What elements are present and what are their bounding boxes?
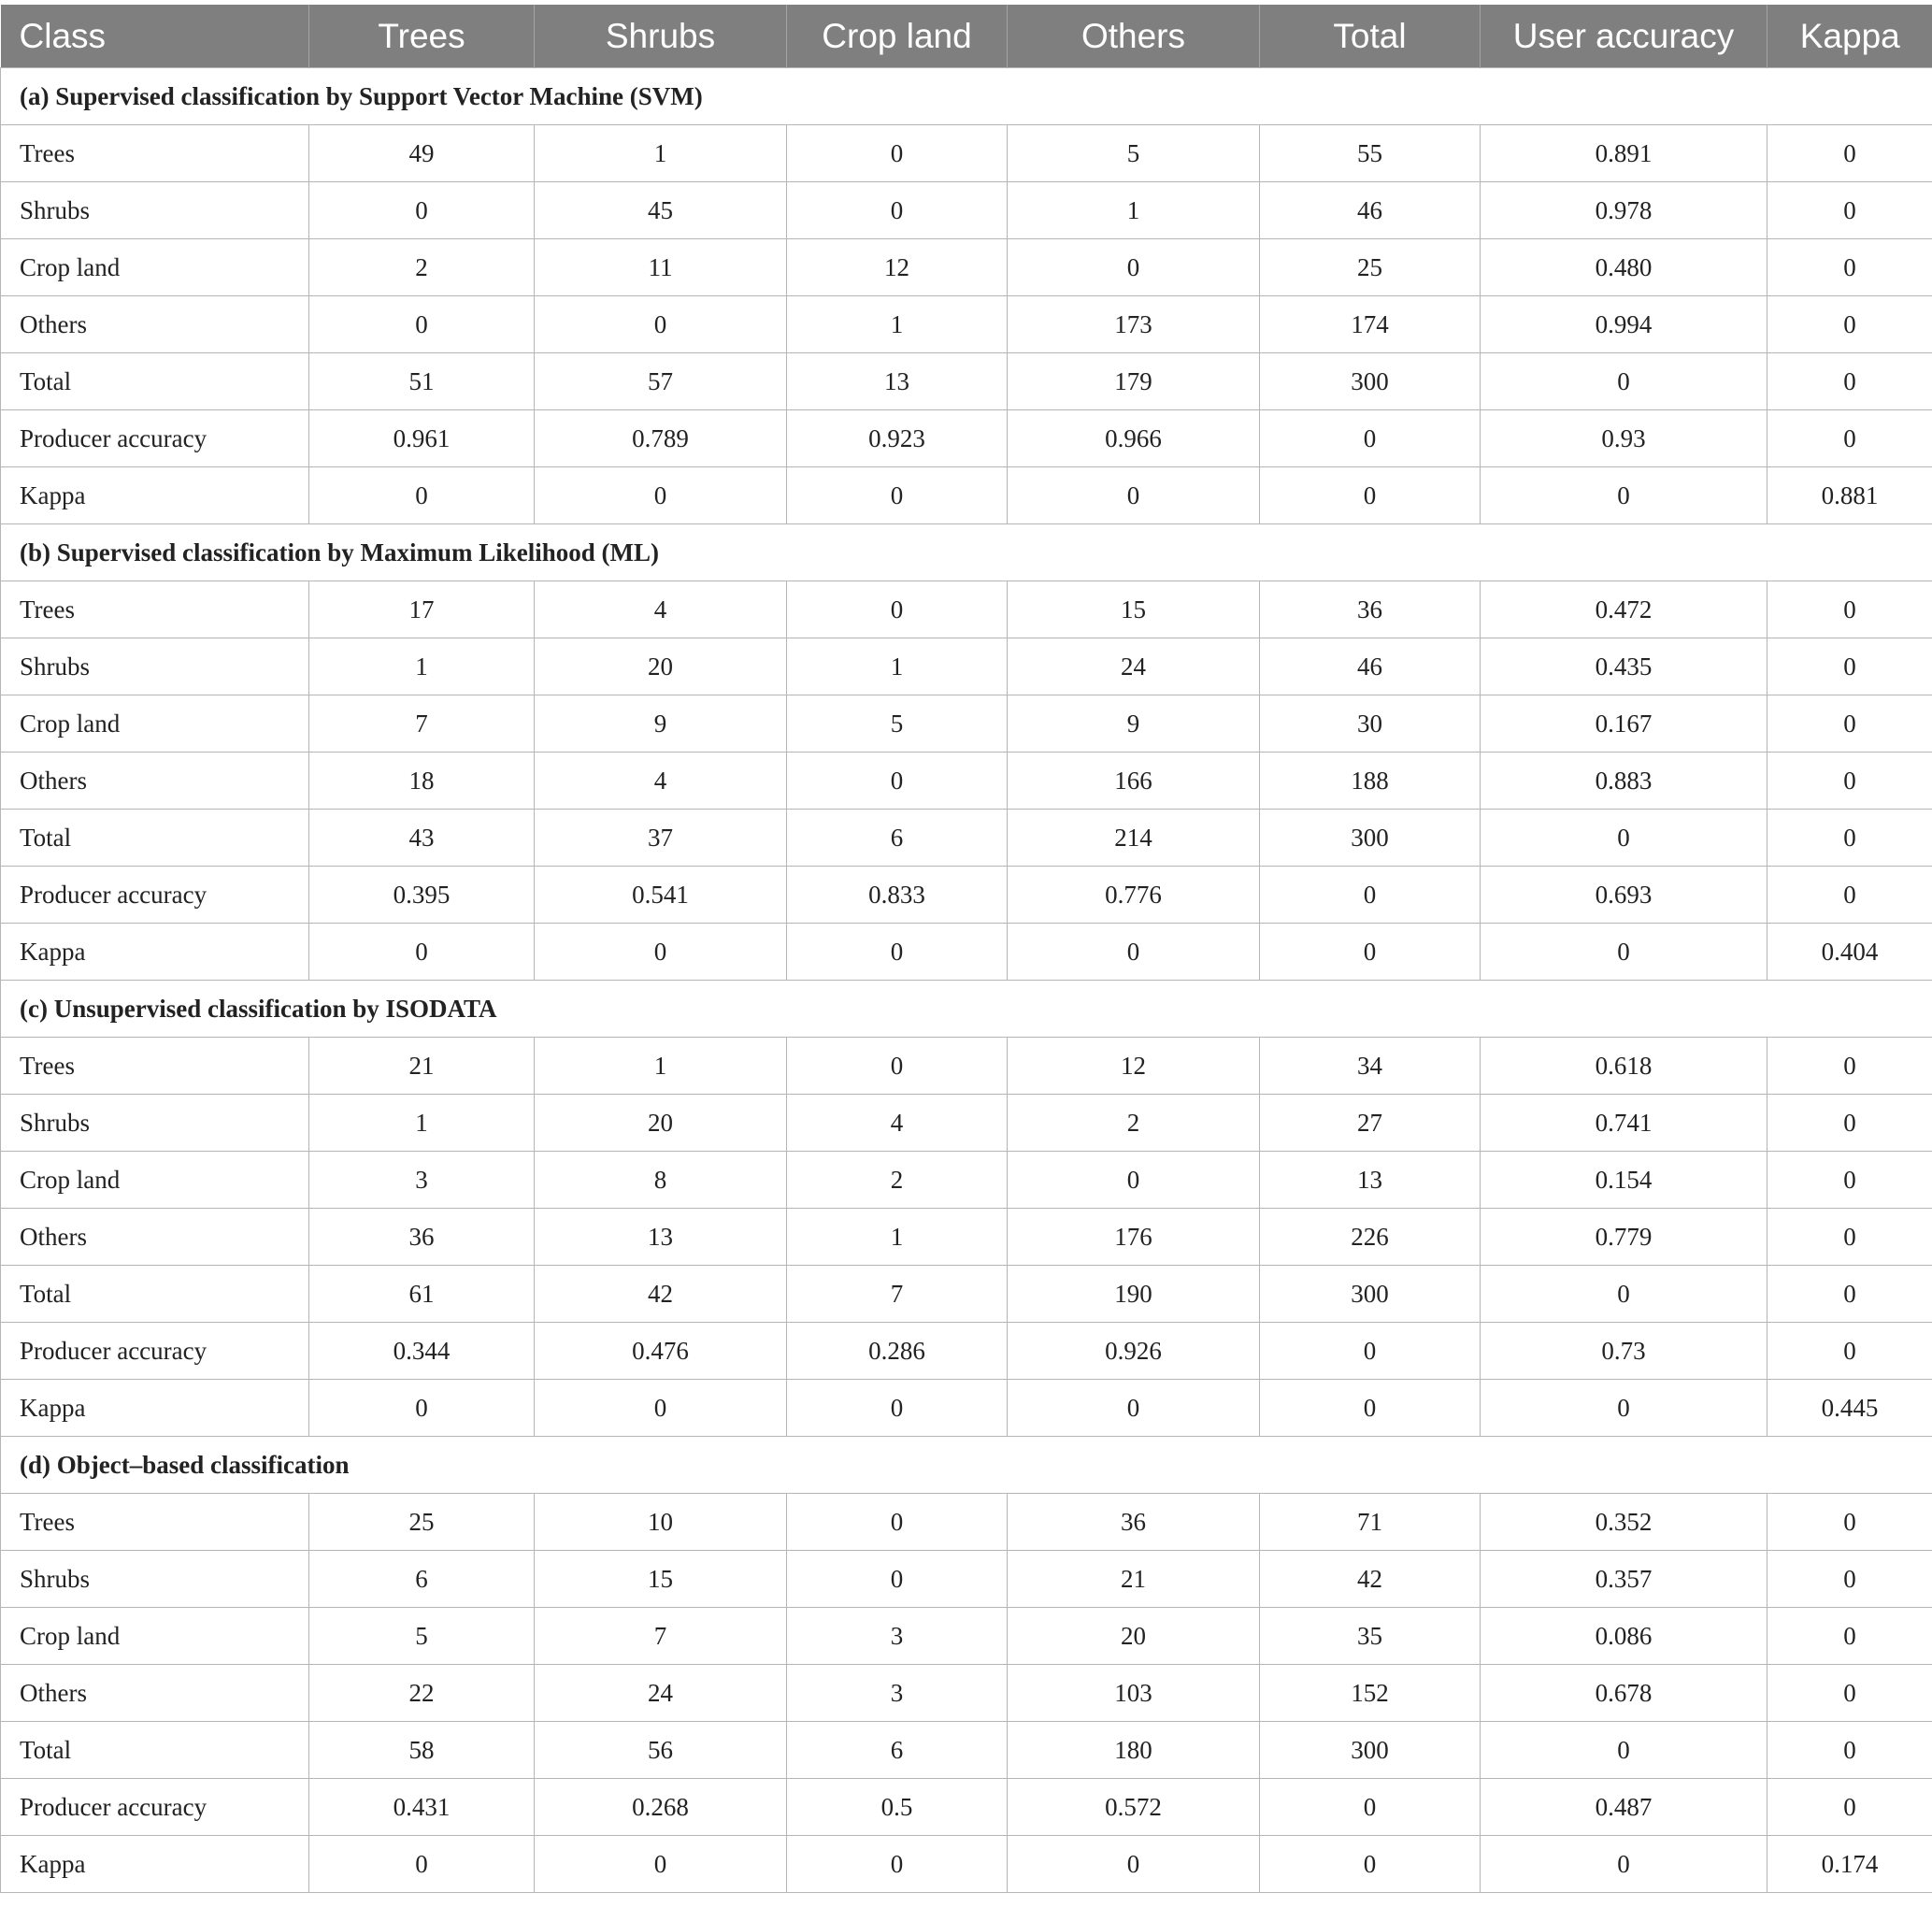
cell-user-accuracy: 0.435: [1481, 638, 1767, 695]
cell-trees: 61: [309, 1266, 535, 1323]
section-header-row: [1, 68, 1932, 125]
cell-shrubs: 8: [535, 1152, 787, 1209]
cell-trees: 0.431: [309, 1779, 535, 1836]
cell-total: 46: [1260, 182, 1481, 239]
cell-total: 36: [1260, 581, 1481, 638]
cell-total: 0: [1260, 1836, 1481, 1893]
row-label: Total: [1, 1722, 309, 1779]
row-label: Trees: [1, 1494, 309, 1551]
cell-shrubs: 0: [535, 924, 787, 981]
cell-shrubs: 0.789: [535, 410, 787, 467]
table-row: [1, 1608, 1932, 1665]
section-title: (d) Object–based classification: [1, 1437, 1932, 1494]
section-title: (a) Supervised classification by Support Vector Machine (SVM): [1, 68, 1932, 125]
table-row: [1, 1209, 1932, 1266]
row-label: Producer accuracy: [1, 1779, 309, 1836]
cell-total: 188: [1260, 753, 1481, 810]
table-row: [1, 1266, 1932, 1323]
cell-kappa: 0: [1767, 239, 1932, 296]
cell-user-accuracy: 0.487: [1481, 1779, 1767, 1836]
cell-shrubs: 9: [535, 695, 787, 753]
cell-total: 300: [1260, 810, 1481, 867]
cell-trees: 0: [309, 182, 535, 239]
cell-total: 25: [1260, 239, 1481, 296]
cell-user-accuracy: 0.480: [1481, 239, 1767, 296]
cell-total: 55: [1260, 125, 1481, 182]
header-total: Total: [1260, 5, 1481, 68]
cell-others: 2: [1008, 1095, 1260, 1152]
cell-crop-land: 0: [787, 1380, 1008, 1437]
row-label: Producer accuracy: [1, 410, 309, 467]
cell-trees: 3: [309, 1152, 535, 1209]
cell-user-accuracy: 0: [1481, 1722, 1767, 1779]
cell-user-accuracy: 0: [1481, 1380, 1767, 1437]
cell-crop-land: 0.833: [787, 867, 1008, 924]
cell-crop-land: 6: [787, 1722, 1008, 1779]
cell-shrubs: 13: [535, 1209, 787, 1266]
row-label: Shrubs: [1, 638, 309, 695]
table-row: [1, 924, 1932, 981]
cell-user-accuracy: 0: [1481, 467, 1767, 524]
section-title: (b) Supervised classification by Maximum Likelihood (ML): [1, 524, 1932, 581]
cell-total: 0: [1260, 1323, 1481, 1380]
table-row: [1, 695, 1932, 753]
cell-shrubs: 4: [535, 753, 787, 810]
cell-kappa: 0: [1767, 1665, 1932, 1722]
cell-total: 0: [1260, 1779, 1481, 1836]
cell-shrubs: 1: [535, 125, 787, 182]
cell-shrubs: 0: [535, 1380, 787, 1437]
table-body: [1, 68, 1932, 1893]
table-row: [1, 1551, 1932, 1608]
table-row: [1, 867, 1932, 924]
cell-user-accuracy: 0.086: [1481, 1608, 1767, 1665]
cell-crop-land: 7: [787, 1266, 1008, 1323]
section-title: (c) Unsupervised classification by ISODATA: [1, 981, 1932, 1038]
cell-crop-land: 13: [787, 353, 1008, 410]
row-label: Crop land: [1, 695, 309, 753]
table-row: [1, 125, 1932, 182]
cell-crop-land: 0: [787, 581, 1008, 638]
cell-user-accuracy: 0.154: [1481, 1152, 1767, 1209]
cell-shrubs: 0.541: [535, 867, 787, 924]
cell-crop-land: 0: [787, 1836, 1008, 1893]
cell-user-accuracy: 0.357: [1481, 1551, 1767, 1608]
header-kappa: Kappa: [1767, 5, 1932, 68]
cell-kappa: 0: [1767, 1095, 1932, 1152]
cell-crop-land: 0: [787, 1494, 1008, 1551]
cell-others: 0.572: [1008, 1779, 1260, 1836]
table-row: [1, 1779, 1932, 1836]
cell-others: 36: [1008, 1494, 1260, 1551]
cell-trees: 58: [309, 1722, 535, 1779]
cell-others: 20: [1008, 1608, 1260, 1665]
cell-user-accuracy: 0.779: [1481, 1209, 1767, 1266]
table-row: [1, 467, 1932, 524]
cell-others: 214: [1008, 810, 1260, 867]
table-row: [1, 581, 1932, 638]
cell-crop-land: 0.923: [787, 410, 1008, 467]
cell-user-accuracy: 0: [1481, 924, 1767, 981]
cell-crop-land: 0: [787, 1551, 1008, 1608]
row-label: Shrubs: [1, 182, 309, 239]
cell-shrubs: 4: [535, 581, 787, 638]
table-row: [1, 1836, 1932, 1893]
row-label: Total: [1, 1266, 309, 1323]
cell-crop-land: 1: [787, 296, 1008, 353]
cell-kappa: 0: [1767, 410, 1932, 467]
cell-kappa: 0: [1767, 1779, 1932, 1836]
cell-total: 30: [1260, 695, 1481, 753]
cell-total: 42: [1260, 1551, 1481, 1608]
cell-trees: 7: [309, 695, 535, 753]
cell-others: 12: [1008, 1038, 1260, 1095]
row-label: Trees: [1, 581, 309, 638]
cell-shrubs: 45: [535, 182, 787, 239]
cell-shrubs: 0: [535, 1836, 787, 1893]
cell-crop-land: 4: [787, 1095, 1008, 1152]
cell-kappa: 0.445: [1767, 1380, 1932, 1437]
cell-user-accuracy: 0: [1481, 1266, 1767, 1323]
cell-kappa: 0: [1767, 1152, 1932, 1209]
row-label: Crop land: [1, 1608, 309, 1665]
cell-others: 0: [1008, 1380, 1260, 1437]
cell-total: 0: [1260, 867, 1481, 924]
cell-kappa: 0: [1767, 695, 1932, 753]
cell-total: 152: [1260, 1665, 1481, 1722]
cell-crop-land: 2: [787, 1152, 1008, 1209]
cell-user-accuracy: 0.891: [1481, 125, 1767, 182]
table-row: [1, 182, 1932, 239]
cell-shrubs: 37: [535, 810, 787, 867]
cell-total: 300: [1260, 1722, 1481, 1779]
section-header-row: [1, 1437, 1932, 1494]
row-label: Trees: [1, 125, 309, 182]
cell-trees: 51: [309, 353, 535, 410]
row-label: Shrubs: [1, 1551, 309, 1608]
cell-shrubs: 56: [535, 1722, 787, 1779]
cell-total: 174: [1260, 296, 1481, 353]
cell-kappa: 0: [1767, 1266, 1932, 1323]
cell-shrubs: 0.268: [535, 1779, 787, 1836]
cell-trees: 2: [309, 239, 535, 296]
header-class: Class: [1, 5, 309, 68]
table-row: [1, 638, 1932, 695]
cell-user-accuracy: 0.618: [1481, 1038, 1767, 1095]
cell-crop-land: 0: [787, 753, 1008, 810]
cell-shrubs: 1: [535, 1038, 787, 1095]
cell-trees: 17: [309, 581, 535, 638]
cell-user-accuracy: 0: [1481, 810, 1767, 867]
cell-crop-land: 0: [787, 182, 1008, 239]
cell-trees: 43: [309, 810, 535, 867]
cell-kappa: 0: [1767, 810, 1932, 867]
cell-others: 0: [1008, 924, 1260, 981]
cell-trees: 0.395: [309, 867, 535, 924]
cell-shrubs: 42: [535, 1266, 787, 1323]
table-row: [1, 1665, 1932, 1722]
cell-others: 0.926: [1008, 1323, 1260, 1380]
cell-shrubs: 11: [535, 239, 787, 296]
cell-total: 27: [1260, 1095, 1481, 1152]
cell-total: 13: [1260, 1152, 1481, 1209]
cell-shrubs: 24: [535, 1665, 787, 1722]
cell-shrubs: 20: [535, 1095, 787, 1152]
header-shrubs: Shrubs: [535, 5, 787, 68]
cell-others: 24: [1008, 638, 1260, 695]
cell-others: 9: [1008, 695, 1260, 753]
cell-others: 21: [1008, 1551, 1260, 1608]
row-label: Kappa: [1, 467, 309, 524]
cell-kappa: 0: [1767, 1323, 1932, 1380]
cell-others: 1: [1008, 182, 1260, 239]
cell-shrubs: 7: [535, 1608, 787, 1665]
cell-kappa: 0: [1767, 753, 1932, 810]
cell-shrubs: 10: [535, 1494, 787, 1551]
cell-shrubs: 0: [535, 296, 787, 353]
cell-kappa: 0.881: [1767, 467, 1932, 524]
row-label: Kappa: [1, 1380, 309, 1437]
cell-user-accuracy: 0.994: [1481, 296, 1767, 353]
row-label: Kappa: [1, 1836, 309, 1893]
cell-others: 0: [1008, 239, 1260, 296]
table-row: [1, 1722, 1932, 1779]
cell-total: 0: [1260, 1380, 1481, 1437]
cell-trees: 0: [309, 1836, 535, 1893]
cell-shrubs: 15: [535, 1551, 787, 1608]
cell-total: 300: [1260, 353, 1481, 410]
table-header-row: [1, 5, 1932, 68]
cell-user-accuracy: 0.73: [1481, 1323, 1767, 1380]
table-row: [1, 1095, 1932, 1152]
row-label: Producer accuracy: [1, 1323, 309, 1380]
cell-others: 180: [1008, 1722, 1260, 1779]
cell-others: 179: [1008, 353, 1260, 410]
table-row: [1, 1038, 1932, 1095]
cell-kappa: 0: [1767, 182, 1932, 239]
accuracy-assessment-table: [0, 5, 1932, 1893]
cell-kappa: 0: [1767, 1494, 1932, 1551]
row-label: Others: [1, 296, 309, 353]
cell-crop-land: 0: [787, 125, 1008, 182]
table-row: [1, 353, 1932, 410]
cell-trees: 1: [309, 1095, 535, 1152]
cell-crop-land: 1: [787, 638, 1008, 695]
cell-kappa: 0.404: [1767, 924, 1932, 981]
cell-total: 300: [1260, 1266, 1481, 1323]
cell-crop-land: 0: [787, 467, 1008, 524]
cell-crop-land: 12: [787, 239, 1008, 296]
table-row: [1, 1152, 1932, 1209]
table-row: [1, 1323, 1932, 1380]
cell-crop-land: 3: [787, 1665, 1008, 1722]
cell-others: 0: [1008, 1152, 1260, 1209]
cell-crop-land: 0: [787, 1038, 1008, 1095]
row-label: Trees: [1, 1038, 309, 1095]
cell-trees: 0: [309, 1380, 535, 1437]
cell-trees: 18: [309, 753, 535, 810]
cell-trees: 0.344: [309, 1323, 535, 1380]
table-row: [1, 410, 1932, 467]
cell-trees: 1: [309, 638, 535, 695]
cell-total: 226: [1260, 1209, 1481, 1266]
cell-trees: 0.961: [309, 410, 535, 467]
row-label: Others: [1, 753, 309, 810]
cell-trees: 25: [309, 1494, 535, 1551]
row-label: Kappa: [1, 924, 309, 981]
row-label: Total: [1, 353, 309, 410]
cell-kappa: 0: [1767, 1038, 1932, 1095]
section-header-row: [1, 524, 1932, 581]
cell-others: 15: [1008, 581, 1260, 638]
cell-kappa: 0: [1767, 867, 1932, 924]
cell-others: 0.966: [1008, 410, 1260, 467]
cell-shrubs: 0.476: [535, 1323, 787, 1380]
table-row: [1, 1380, 1932, 1437]
cell-total: 35: [1260, 1608, 1481, 1665]
row-label: Others: [1, 1209, 309, 1266]
row-label: Crop land: [1, 239, 309, 296]
cell-crop-land: 0.286: [787, 1323, 1008, 1380]
table-row: [1, 753, 1932, 810]
cell-others: 0: [1008, 467, 1260, 524]
cell-total: 71: [1260, 1494, 1481, 1551]
cell-crop-land: 0.5: [787, 1779, 1008, 1836]
cell-trees: 21: [309, 1038, 535, 1095]
table-row: [1, 296, 1932, 353]
row-label: Total: [1, 810, 309, 867]
cell-kappa: 0: [1767, 638, 1932, 695]
cell-others: 103: [1008, 1665, 1260, 1722]
cell-trees: 49: [309, 125, 535, 182]
cell-user-accuracy: 0.741: [1481, 1095, 1767, 1152]
header-user-accuracy: User accuracy: [1481, 5, 1767, 68]
cell-user-accuracy: 0.93: [1481, 410, 1767, 467]
cell-crop-land: 1: [787, 1209, 1008, 1266]
row-label: Others: [1, 1665, 309, 1722]
cell-user-accuracy: 0.678: [1481, 1665, 1767, 1722]
cell-user-accuracy: 0.167: [1481, 695, 1767, 753]
cell-kappa: 0.174: [1767, 1836, 1932, 1893]
cell-trees: 22: [309, 1665, 535, 1722]
cell-trees: 36: [309, 1209, 535, 1266]
cell-trees: 6: [309, 1551, 535, 1608]
cell-kappa: 0: [1767, 581, 1932, 638]
cell-user-accuracy: 0.693: [1481, 867, 1767, 924]
cell-kappa: 0: [1767, 125, 1932, 182]
cell-total: 34: [1260, 1038, 1481, 1095]
cell-others: 173: [1008, 296, 1260, 353]
accuracy-table-container: [0, 5, 1932, 1893]
cell-user-accuracy: 0: [1481, 353, 1767, 410]
cell-crop-land: 3: [787, 1608, 1008, 1665]
cell-crop-land: 6: [787, 810, 1008, 867]
header-others: Others: [1008, 5, 1260, 68]
table-row: [1, 1494, 1932, 1551]
cell-others: 190: [1008, 1266, 1260, 1323]
cell-user-accuracy: 0.352: [1481, 1494, 1767, 1551]
row-label: Producer accuracy: [1, 867, 309, 924]
cell-others: 0: [1008, 1836, 1260, 1893]
cell-total: 0: [1260, 410, 1481, 467]
cell-crop-land: 5: [787, 695, 1008, 753]
row-label: Shrubs: [1, 1095, 309, 1152]
cell-kappa: 0: [1767, 353, 1932, 410]
cell-user-accuracy: 0: [1481, 1836, 1767, 1893]
cell-shrubs: 0: [535, 467, 787, 524]
cell-user-accuracy: 0.472: [1481, 581, 1767, 638]
cell-others: 176: [1008, 1209, 1260, 1266]
cell-total: 0: [1260, 467, 1481, 524]
table-row: [1, 810, 1932, 867]
cell-kappa: 0: [1767, 1722, 1932, 1779]
cell-shrubs: 20: [535, 638, 787, 695]
cell-others: 0.776: [1008, 867, 1260, 924]
cell-trees: 0: [309, 467, 535, 524]
row-label: Crop land: [1, 1152, 309, 1209]
table-row: [1, 239, 1932, 296]
section-header-row: [1, 981, 1932, 1038]
cell-crop-land: 0: [787, 924, 1008, 981]
cell-total: 0: [1260, 924, 1481, 981]
header-crop-land: Crop land: [787, 5, 1008, 68]
cell-trees: 0: [309, 924, 535, 981]
header-trees: Trees: [309, 5, 535, 68]
cell-kappa: 0: [1767, 1608, 1932, 1665]
cell-kappa: 0: [1767, 296, 1932, 353]
cell-total: 46: [1260, 638, 1481, 695]
cell-others: 5: [1008, 125, 1260, 182]
cell-trees: 5: [309, 1608, 535, 1665]
cell-user-accuracy: 0.978: [1481, 182, 1767, 239]
cell-trees: 0: [309, 296, 535, 353]
cell-shrubs: 57: [535, 353, 787, 410]
cell-user-accuracy: 0.883: [1481, 753, 1767, 810]
cell-kappa: 0: [1767, 1209, 1932, 1266]
cell-others: 166: [1008, 753, 1260, 810]
cell-kappa: 0: [1767, 1551, 1932, 1608]
